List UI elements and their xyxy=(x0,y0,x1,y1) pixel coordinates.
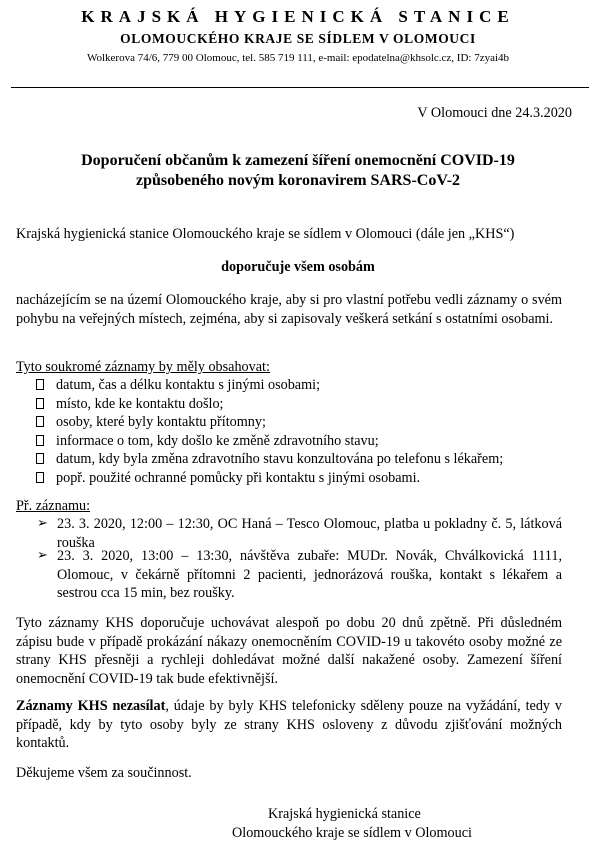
records-list-item xyxy=(36,376,576,395)
checkbox-bullet-icon xyxy=(36,398,44,409)
institution-address: Wolkerova 74/6, 779 00 Olomouc, tel. 585 719 111, e-mail: epodatelna@khsolc.cz, ID: 7zyai4b xyxy=(86,52,510,64)
document-title-line-1: Doporučení občanům k zamezení šíření onemocnění COVID-19 xyxy=(81,152,515,169)
arrow-bullet-icon: ➢ xyxy=(37,516,48,531)
records-list-item xyxy=(36,413,576,432)
records-item-text: místo, kde ke kontaktu došlo; xyxy=(56,395,224,412)
example-text: 23. 3. 2020, 12:00 – 12:30, OC Haná – Tesco Olomouc, platba u pokladny č. 5, látková rouška xyxy=(57,516,562,551)
records-item-text: informace o tom, kdy došlo ke změně zdravotního stavu; xyxy=(56,432,379,449)
paragraph-3-bold: Záznamy KHS nezasílat xyxy=(16,698,166,714)
checkbox-bullet-icon xyxy=(36,453,44,464)
document-title xyxy=(0,151,596,191)
arrow-bullet-icon: ➢ xyxy=(37,548,48,563)
example-text: 23. 3. 2020, 13:00 – 13:30, návštěva zubaře: MUDr. Novák, Chválkovická 1111, Olomouc, v čekárně přítomni 2 pacienti, jednorázová rouška, kontakt s lékařem a sestrou cca 15 min, bez roušky. xyxy=(57,548,562,601)
records-item-text: osoby, které byly kontaktu přítomny; xyxy=(56,414,266,430)
document-title-line-2: způsobeného novým koronavirem SARS-CoV-2 xyxy=(135,172,461,189)
paragraph-2: Tyto záznamy KHS doporučuje uchovávat alespoň po dobu 20 dnů zpětně. Při důsledném zápisu bude v případě prokázání nákazy onemocněním COVID-19 u takovéto osoby možné ze strany KHS přesněji a rychleji dohledávat možné další nakažené osoby. Zamezení šíření onemocnění COVID-19 tak bude efektivnější. xyxy=(16,615,562,687)
examples-heading: Př. záznamu: xyxy=(16,498,91,514)
signature-line-2: Olomouckého kraje se sídlem v Olomouci xyxy=(232,825,472,841)
signature-line-1: Krajská hygienická stanice xyxy=(268,806,421,822)
records-list-item xyxy=(36,469,576,488)
thanks-line: Děkujeme všem za součinnost. xyxy=(16,765,192,781)
institution-subtitle: OLOMOUCKÉHO KRAJE SE SÍDLEM V OLOMOUCI xyxy=(120,31,476,46)
records-item-text: popř. použité ochranné pomůcky při kontaktu s jinými osobami. xyxy=(56,469,421,486)
records-list-item xyxy=(36,450,576,469)
intro-paragraph: Krajská hygienická stanice Olomouckého kraje se sídlem v Olomouci (dále jen „KHS“) xyxy=(16,226,515,242)
records-item-text: datum, kdy byla změna zdravotního stavu konzultována po telefonu s lékařem; xyxy=(56,451,504,467)
checkbox-bullet-icon xyxy=(36,472,44,483)
header-divider xyxy=(11,87,589,88)
institution-title: KRAJSKÁ HYGIENICKÁ STANICE xyxy=(81,7,515,26)
records-list-item xyxy=(36,432,576,451)
records-list-item xyxy=(36,395,576,414)
recommends-heading: doporučuje všem osobám xyxy=(221,259,375,275)
checkbox-bullet-icon xyxy=(36,379,44,390)
checkbox-bullet-icon xyxy=(36,435,44,446)
date-line: V Olomouci dne 24.3.2020 xyxy=(417,105,572,121)
records-item-text: datum, čas a délku kontaktu s jinými osobami; xyxy=(56,377,321,393)
example-item xyxy=(37,547,562,603)
paragraph-1: nacházejícím se na území Olomouckého kraje, aby si pro vlastní potřebu vedli záznamy o svém pohybu na veřejných místech, zejména, aby si zapisovaly veškerá setkání s ostatními osobami. xyxy=(16,292,562,327)
paragraph-3-rest: , údaje by byly KHS telefonicky sděleny pouze na vyžádání, tedy v případě, kdy by tyto osoby byly ze strany KHS osloveny z důvodu zjišťování možných kontaktů. xyxy=(16,698,563,751)
checkbox-bullet-icon xyxy=(36,416,44,427)
paragraph-3 xyxy=(16,697,562,753)
records-heading: Tyto soukromé záznamy by měly obsahovat: xyxy=(16,359,270,375)
